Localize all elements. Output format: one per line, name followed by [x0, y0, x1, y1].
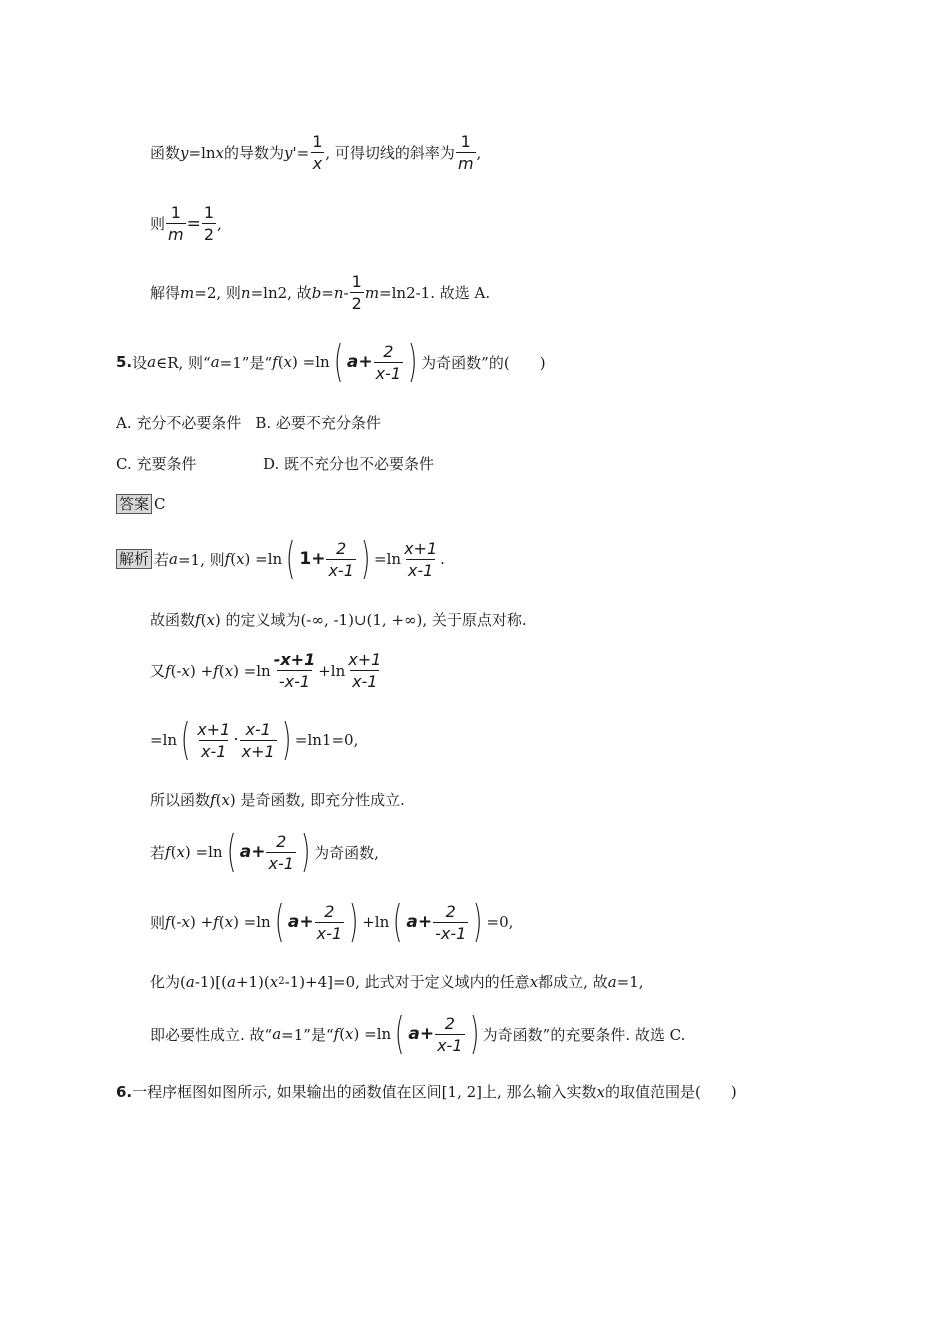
- parenthesized-expression: ( a + $\frac{2}{x-1}$ ): [395, 1008, 479, 1059]
- text: 为奇函数,: [314, 843, 379, 862]
- var-m: m: [364, 283, 380, 302]
- text: (: [218, 913, 225, 931]
- simplify-line: [150, 971, 644, 992]
- text: ) =ln: [353, 1025, 392, 1043]
- options-row-1: [116, 412, 381, 433]
- fraction: $\frac{x+1}{x-1}$: [404, 538, 438, 580]
- text: ) +: [189, 661, 214, 680]
- text: ) =ln: [244, 550, 283, 568]
- var-a: a: [169, 550, 178, 568]
- equation-line: [150, 203, 222, 244]
- text: 一程序框图如图所示, 如果输出的函数值在区间[1, 2]上, 那么输入实数: [132, 1083, 597, 1101]
- var-f: f: [213, 913, 219, 931]
- var-f: f: [165, 913, 171, 931]
- question-5: [116, 336, 546, 387]
- var-f: f: [224, 550, 231, 568]
- text: 若: [154, 550, 170, 569]
- text: =ln2-1. 故选 A.: [379, 284, 491, 302]
- odd-sum-line: [150, 896, 514, 947]
- question-6: [116, 1081, 737, 1102]
- text: 函数: [150, 144, 181, 162]
- text: 设: [132, 353, 148, 372]
- text: -: [343, 283, 349, 302]
- var-f: f: [165, 661, 171, 680]
- text: =ln1=0,: [294, 731, 359, 749]
- text: 所以函数: [150, 791, 211, 809]
- text: , 可得切线的斜率为: [325, 144, 455, 162]
- var-x: x: [224, 913, 234, 931]
- var-x: x: [345, 1025, 354, 1043]
- parenthesized-expression: ( a + $\frac{2}{x-1}$ ): [274, 896, 359, 947]
- var-a: a: [210, 353, 220, 371]
- option-b: B. 必要不充分条件: [255, 414, 381, 432]
- var-f: f: [213, 661, 219, 680]
- text: +ln: [362, 913, 390, 931]
- option-d: D. 既不充分也不必要条件: [263, 455, 435, 473]
- var-x: x: [215, 143, 224, 162]
- text: =1,: [616, 972, 644, 991]
- fraction: $\frac{1}{2}$: [203, 203, 215, 244]
- text: 都成立, 故: [538, 973, 608, 991]
- text: =1”是“: [219, 353, 273, 372]
- var-a: a: [185, 972, 195, 991]
- var-x: x: [236, 550, 245, 568]
- sufficiency-line: [150, 789, 405, 810]
- text: (: [215, 790, 222, 809]
- var-m: m: [180, 283, 195, 302]
- var-f: f: [195, 610, 201, 629]
- var-f: f: [272, 353, 278, 371]
- text: (: [218, 661, 225, 680]
- fraction: $\frac{1}{m}$: [457, 132, 474, 173]
- text: 为奇函数”的充要条件. 故选 C.: [482, 1025, 686, 1044]
- solution-line: [150, 272, 490, 313]
- question-number: 5.: [116, 353, 133, 371]
- text: (: [170, 843, 177, 861]
- assume-odd-line: [150, 826, 379, 877]
- text: =ln2, 故: [250, 284, 312, 302]
- text: =ln: [188, 143, 216, 162]
- text: 则: [150, 215, 166, 233]
- text: +ln: [318, 661, 346, 680]
- var-x: x: [224, 661, 234, 680]
- var-x: x: [596, 1082, 606, 1101]
- text: 即必要性成立. 故“: [150, 1025, 273, 1044]
- options-row-2: [116, 453, 434, 474]
- text: 又: [150, 662, 166, 680]
- text: ) +: [189, 913, 214, 931]
- var-x: x: [269, 972, 279, 991]
- var-x: x: [206, 610, 215, 629]
- fraction: $\frac{1}{m}$: [168, 203, 184, 244]
- text: ,: [217, 214, 222, 233]
- var-x: x: [529, 972, 539, 991]
- text: 的取值范围是( ): [605, 1083, 737, 1101]
- parenthesized-expression: ( a + $\frac{2}{-x-1}$ ): [393, 896, 483, 947]
- var-f: f: [333, 1025, 340, 1043]
- parenthesized-expression: ( a + $\frac{2}{x-1}$ ): [333, 336, 418, 387]
- odd-check-line: [150, 650, 384, 691]
- text: -1)+4]=0, 此式对于定义域内的任意: [284, 973, 530, 991]
- var-a: a: [226, 972, 236, 991]
- parenthesized-expression: ( 1 + $\frac{2}{x-1}$ ): [286, 533, 371, 584]
- answer-tag: 答案: [116, 494, 152, 514]
- text: (: [200, 610, 207, 629]
- text: ) =ln: [184, 843, 223, 861]
- conclusion-line: [150, 1008, 686, 1059]
- analysis-line: [116, 533, 445, 584]
- equals-sign: =: [186, 213, 201, 234]
- text: 化为(: [150, 973, 186, 991]
- text: ) 的定义域为(-∞, -1)∪(1, +∞), 关于原点对称.: [214, 611, 527, 629]
- text: (-: [170, 913, 182, 931]
- var-a: a: [147, 353, 157, 371]
- var-a: a: [607, 972, 617, 991]
- domain-line: [150, 609, 527, 630]
- text: 解得: [150, 284, 181, 302]
- var-x: x: [181, 661, 190, 680]
- text: (-: [170, 661, 182, 680]
- var-x: x: [221, 790, 230, 809]
- fraction: $\frac{-x+1}{-x-1}$: [273, 650, 316, 691]
- var-x: x: [181, 913, 190, 931]
- var-y: y: [180, 143, 189, 162]
- text: =1”是“: [281, 1025, 334, 1044]
- option-c: C. 充要条件: [116, 455, 197, 473]
- var-b: b: [311, 283, 322, 302]
- text: 为奇函数”的( ): [421, 353, 546, 372]
- var-n: n: [240, 283, 251, 302]
- text: =1, 则: [177, 550, 225, 569]
- text: =ln: [150, 731, 178, 749]
- text: =ln: [374, 550, 402, 568]
- text: ∈R, 则“: [156, 353, 211, 372]
- text: ) =ln: [233, 913, 271, 931]
- var-a: a: [272, 1025, 282, 1043]
- var-f: f: [210, 790, 216, 809]
- ln-product-line: [150, 714, 359, 765]
- text: ) =ln: [292, 353, 330, 371]
- text: 故函数: [150, 611, 196, 629]
- text: -1)[(: [194, 972, 227, 991]
- var-x: x: [176, 843, 185, 861]
- fraction: $\frac{x+1}{x-1}$: [348, 650, 382, 691]
- text: ) 是奇函数, 即充分性成立.: [229, 791, 405, 809]
- text: ,: [476, 143, 482, 162]
- derivative-line: [150, 132, 481, 173]
- text: =: [321, 283, 334, 302]
- text: 则: [150, 913, 166, 932]
- var-y-prime: y': [284, 143, 297, 162]
- var-x: x: [283, 353, 293, 371]
- text: (: [339, 1025, 346, 1043]
- answer-value: C: [154, 495, 166, 513]
- text: =: [296, 143, 310, 162]
- var-n: n: [333, 283, 344, 302]
- text: =2, 则: [194, 284, 241, 302]
- answer-line: [116, 494, 166, 514]
- parenthesized-expression: ( a + $\frac{2}{x-1}$ ): [226, 826, 311, 877]
- option-a: A. 充分不必要条件: [116, 414, 242, 432]
- parenthesized-expression: ( $\frac{x+1}{x-1}$ · $\frac{x-1}{x+1}$ ): [180, 714, 292, 765]
- question-number: 6.: [116, 1082, 133, 1101]
- text: (: [277, 353, 284, 371]
- text: 若: [150, 843, 166, 862]
- fraction: $\frac{1}{x}$: [312, 132, 323, 173]
- text: +1)(: [235, 972, 270, 991]
- text: 的导数为: [224, 144, 285, 162]
- text: ) =ln: [233, 661, 271, 680]
- analysis-tag: 解析: [116, 549, 152, 569]
- fraction: $\frac{1}{2}$: [351, 272, 362, 313]
- exponent: 2: [278, 976, 285, 987]
- text: .: [440, 550, 445, 568]
- var-f: f: [165, 843, 171, 861]
- text: =0,: [486, 913, 514, 931]
- text: (: [230, 550, 237, 568]
